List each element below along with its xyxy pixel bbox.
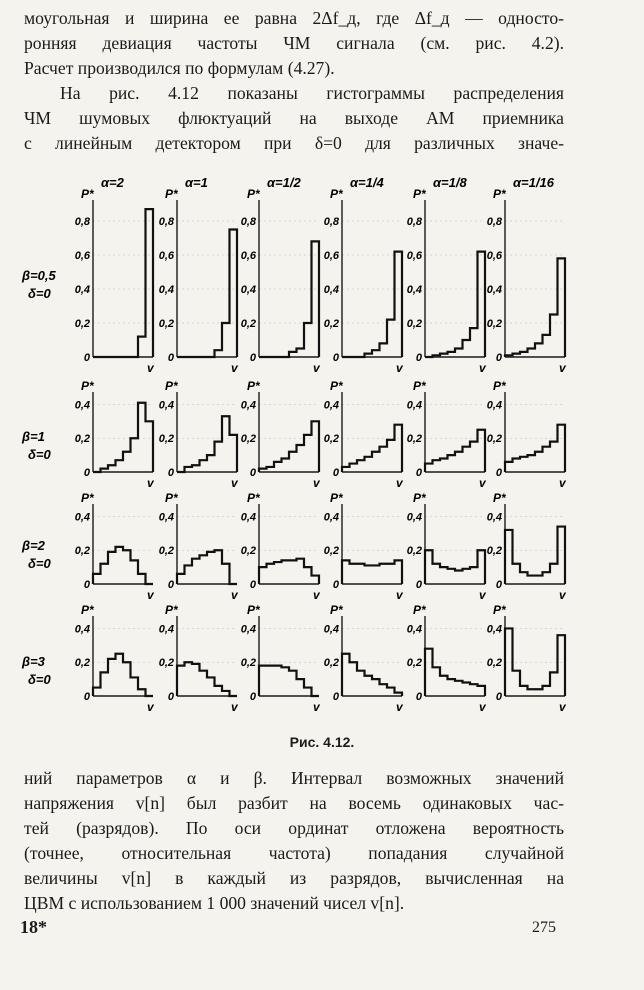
histogram-bars xyxy=(259,666,319,696)
y-tick-label: 0,2 xyxy=(323,318,339,330)
y-axis-label: P* xyxy=(165,603,178,617)
y-axis-label: P* xyxy=(81,491,94,505)
text-line: (точнее, относительная частота) попадания случайной xyxy=(24,843,564,863)
y-tick-label: 0,6 xyxy=(74,250,90,262)
y-tick-label: 0,4 xyxy=(240,284,256,296)
y-tick-label: 0,2 xyxy=(74,545,90,558)
histogram-bars xyxy=(177,662,237,696)
text-line: Расчет производился по формулам (4.27). xyxy=(24,58,335,78)
y-tick-label: 0,6 xyxy=(158,250,174,262)
alpha-label: α=2 xyxy=(101,175,124,190)
x-axis-label: v xyxy=(479,700,486,714)
histogram-bars xyxy=(177,416,237,472)
histogram-figure xyxy=(0,160,644,730)
beta-label: β=3 xyxy=(22,654,45,669)
y-tick-label: 0 xyxy=(167,352,174,364)
delta-label: δ=0 xyxy=(28,447,51,462)
x-axis-label: v xyxy=(231,588,238,602)
y-tick-label: 0,2 xyxy=(486,433,502,446)
y-tick-label: 0,8 xyxy=(406,216,422,228)
y-tick-label: 0,4 xyxy=(323,399,339,412)
y-tick-label: 0 xyxy=(332,467,339,479)
y-tick-label: 0,2 xyxy=(74,657,90,670)
y-axis-label: P* xyxy=(493,187,506,201)
y-tick-label: 0 xyxy=(495,352,502,364)
y-tick-label: 0,4 xyxy=(323,284,339,296)
y-tick-label: 0,4 xyxy=(74,284,90,296)
y-tick-label: 0 xyxy=(83,579,90,591)
y-tick-label: 0 xyxy=(332,691,339,703)
y-tick-label: 0 xyxy=(83,467,90,479)
y-tick-label: 0,6 xyxy=(240,250,256,262)
y-tick-label: 0 xyxy=(415,467,422,479)
x-axis-label: v xyxy=(396,700,403,714)
y-axis-label: P* xyxy=(81,379,94,393)
y-tick-label: 0 xyxy=(249,579,256,591)
delta-label: δ=0 xyxy=(28,672,51,687)
beta-label: β=1 xyxy=(22,429,45,444)
x-axis-label: v xyxy=(147,361,154,375)
y-tick-label: 0,4 xyxy=(406,284,422,296)
histogram-bars xyxy=(505,258,565,357)
y-axis-label: P* xyxy=(247,187,260,201)
y-tick-label: 0,2 xyxy=(323,433,339,446)
y-tick-label: 0 xyxy=(249,352,256,364)
x-axis-label: v xyxy=(313,476,320,490)
y-tick-label: 0,4 xyxy=(158,399,174,412)
y-axis-label: P* xyxy=(330,491,343,505)
y-tick-label: 0,2 xyxy=(240,433,256,446)
text-line: ЦВМ с использованием 1 000 значений чисел v[n]. xyxy=(24,893,405,913)
y-tick-label: 0 xyxy=(83,352,90,364)
histogram-bars xyxy=(259,421,319,472)
y-tick-label: 0 xyxy=(415,352,422,364)
histogram-bars xyxy=(259,559,319,584)
histogram-bars xyxy=(425,550,485,584)
text-line: величины v[n] в каждый из разрядов, вычисленная на xyxy=(24,868,564,888)
y-axis-label: P* xyxy=(165,187,178,201)
y-tick-label: 0,8 xyxy=(74,216,90,228)
alpha-label: α=1/8 xyxy=(433,175,467,190)
y-tick-label: 0,2 xyxy=(158,318,174,330)
y-tick-label: 0 xyxy=(167,467,174,479)
y-tick-label: 0,2 xyxy=(74,318,90,330)
histogram-bars xyxy=(342,425,402,472)
y-axis-label: P* xyxy=(413,187,426,201)
y-tick-label: 0,2 xyxy=(486,318,502,330)
y-tick-label: 0,4 xyxy=(323,623,339,636)
text-line: ний параметров α и β. Интервал возможных значений xyxy=(24,768,564,788)
x-axis-label: v xyxy=(231,361,238,375)
x-axis-label: v xyxy=(231,476,238,490)
beta-label: β=2 xyxy=(22,538,45,553)
y-tick-label: 0,8 xyxy=(486,216,502,228)
y-tick-label: 0 xyxy=(167,579,174,591)
y-axis-label: P* xyxy=(330,379,343,393)
histogram-bars xyxy=(93,547,153,584)
y-tick-label: 0,2 xyxy=(240,657,256,670)
text-line: На рис. 4.12 показаны гистограммы распределения xyxy=(60,83,564,103)
y-tick-label: 0,2 xyxy=(240,545,256,558)
x-axis-label: v xyxy=(559,700,566,714)
histogram-bars xyxy=(177,230,237,358)
y-axis-label: P* xyxy=(165,379,178,393)
alpha-label: α=1/4 xyxy=(350,175,384,190)
y-tick-label: 0,4 xyxy=(486,399,502,412)
histogram-bars xyxy=(342,654,402,696)
histogram-bars xyxy=(505,425,565,472)
x-axis-label: v xyxy=(313,361,320,375)
y-tick-label: 0,4 xyxy=(74,399,90,412)
delta-label: δ=0 xyxy=(28,556,51,571)
y-tick-label: 0,4 xyxy=(323,511,339,524)
x-axis-label: v xyxy=(147,700,154,714)
y-tick-label: 0,8 xyxy=(240,216,256,228)
histogram-bars xyxy=(177,550,237,584)
y-tick-label: 0,6 xyxy=(323,250,339,262)
histogram-bars xyxy=(342,560,402,584)
bottom-paragraph xyxy=(24,766,564,916)
text-line: напряжения v[n] был разбит на восемь одинаковых час- xyxy=(24,793,564,813)
y-axis-label: P* xyxy=(493,491,506,505)
x-axis-label: v xyxy=(559,588,566,602)
y-tick-label: 0 xyxy=(167,691,174,703)
top-paragraph xyxy=(24,6,564,156)
y-tick-label: 0,2 xyxy=(158,545,174,558)
y-tick-label: 0 xyxy=(495,579,502,591)
y-axis-label: P* xyxy=(81,187,94,201)
y-axis-label: P* xyxy=(413,491,426,505)
histogram-bars xyxy=(425,252,485,357)
histogram-bars xyxy=(93,209,153,357)
y-tick-label: 0,4 xyxy=(240,623,256,636)
y-tick-label: 0,6 xyxy=(406,250,422,262)
x-axis-label: v xyxy=(559,476,566,490)
y-tick-label: 0,2 xyxy=(323,657,339,670)
y-tick-label: 0,2 xyxy=(158,433,174,446)
figure-caption: Рис. 4.12. xyxy=(289,734,355,750)
y-tick-label: 0,4 xyxy=(158,284,174,296)
beta-label: β=0,5 xyxy=(22,268,56,283)
text-line: с линейным детектором при δ=0 для различных значе- xyxy=(24,133,564,153)
y-tick-label: 0,4 xyxy=(158,511,174,524)
text-line: ронняя девиация частоты ЧМ сигнала (см. рис. 4.2). xyxy=(24,33,564,53)
text-line: тей (разрядов). По оси ординат отложена вероятность xyxy=(24,818,564,838)
y-axis-label: P* xyxy=(493,379,506,393)
text-line: моугольная и ширина ее равна 2Δf_д, где Δf_д — односто- xyxy=(24,8,564,28)
x-axis-label: v xyxy=(479,476,486,490)
y-tick-label: 0,4 xyxy=(486,284,502,296)
y-tick-label: 0,2 xyxy=(406,657,422,670)
delta-label: δ=0 xyxy=(28,286,51,301)
y-tick-label: 0,4 xyxy=(406,511,422,524)
y-axis-label: P* xyxy=(330,603,343,617)
y-axis-label: P* xyxy=(165,491,178,505)
y-tick-label: 0,2 xyxy=(486,657,502,670)
y-tick-label: 0,2 xyxy=(158,657,174,670)
y-axis-label: P* xyxy=(413,379,426,393)
x-axis-label: v xyxy=(231,700,238,714)
y-axis-label: P* xyxy=(493,603,506,617)
histogram-bars xyxy=(342,252,402,357)
y-tick-label: 0,2 xyxy=(486,545,502,558)
x-axis-label: v xyxy=(147,476,154,490)
y-tick-label: 0,4 xyxy=(74,623,90,636)
y-axis-label: P* xyxy=(247,603,260,617)
y-tick-label: 0,2 xyxy=(74,433,90,446)
histogram-bars xyxy=(259,241,319,357)
x-axis-label: v xyxy=(479,361,486,375)
y-tick-label: 0 xyxy=(332,352,339,364)
alpha-label: α=1/16 xyxy=(513,175,554,190)
x-axis-label: v xyxy=(396,476,403,490)
y-tick-label: 0,8 xyxy=(323,216,339,228)
y-axis-label: P* xyxy=(413,603,426,617)
x-axis-label: v xyxy=(559,361,566,375)
y-tick-label: 0 xyxy=(83,691,90,703)
y-tick-label: 0,4 xyxy=(240,511,256,524)
y-tick-label: 0,2 xyxy=(240,318,256,330)
y-tick-label: 0,2 xyxy=(406,433,422,446)
y-tick-label: 0 xyxy=(332,579,339,591)
y-tick-label: 0 xyxy=(415,579,422,591)
y-tick-label: 0 xyxy=(249,691,256,703)
y-axis-label: P* xyxy=(81,603,94,617)
text-line: ЧМ шумовых флюктуаций на выходе АМ приемника xyxy=(24,108,564,128)
y-tick-label: 0,4 xyxy=(74,511,90,524)
x-axis-label: v xyxy=(396,588,403,602)
y-tick-label: 0,4 xyxy=(158,623,174,636)
y-tick-label: 0,2 xyxy=(323,545,339,558)
y-tick-label: 0 xyxy=(495,467,502,479)
y-axis-label: P* xyxy=(330,187,343,201)
histogram-bars xyxy=(425,430,485,472)
y-tick-label: 0,4 xyxy=(486,511,502,524)
histogram-bars xyxy=(425,649,485,696)
histogram-bars xyxy=(505,527,565,584)
y-tick-label: 0,6 xyxy=(486,250,502,262)
x-axis-label: v xyxy=(396,361,403,375)
y-tick-label: 0,2 xyxy=(406,318,422,330)
y-tick-label: 0,4 xyxy=(406,399,422,412)
y-axis-label: P* xyxy=(247,379,260,393)
y-tick-label: 0,4 xyxy=(486,623,502,636)
y-tick-label: 0,8 xyxy=(158,216,174,228)
y-tick-label: 0,2 xyxy=(406,545,422,558)
y-tick-label: 0 xyxy=(495,691,502,703)
x-axis-label: v xyxy=(147,588,154,602)
page-number: 275 xyxy=(532,919,556,936)
alpha-label: α=1/2 xyxy=(267,175,301,190)
histogram-bars xyxy=(93,403,153,472)
x-axis-label: v xyxy=(479,588,486,602)
y-tick-label: 0,4 xyxy=(240,399,256,412)
x-axis-label: v xyxy=(313,588,320,602)
y-axis-label: P* xyxy=(247,491,260,505)
y-tick-label: 0 xyxy=(415,691,422,703)
x-axis-label: v xyxy=(313,700,320,714)
alpha-label: α=1 xyxy=(185,175,208,190)
y-tick-label: 0 xyxy=(249,467,256,479)
y-tick-label: 0,4 xyxy=(406,623,422,636)
histogram-bars xyxy=(93,654,153,696)
signature-mark: 18* xyxy=(20,917,47,937)
